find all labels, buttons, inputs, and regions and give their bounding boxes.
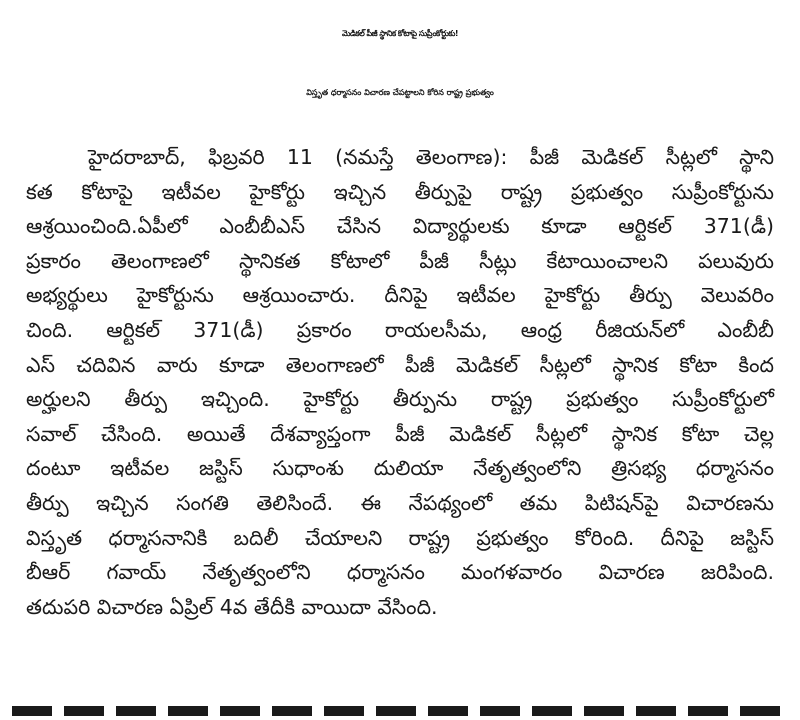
body-line: ఎస్ చదివిన వారు కూడా తెలంగాణలో పీజీ మెడికల్ సీట్లలో స్థానిక కోటా కింద — [26, 352, 774, 377]
body-line: అభ్యర్థులు హైకోర్టును ఆశ్రయించారు. దీనిపై ఇటీవల హైకోర్టు తీర్పు వెలువరిం — [26, 283, 774, 308]
body-line: దంటూ ఇటీవల జస్టిస్ సుధాంశు దులియా నేతృత్వంలోని త్రిసభ్య ధర్మాసనం — [26, 456, 774, 481]
body-line: చింది. ఆర్టికల్ 371(డీ) ప్రకారం రాయలసీమ, ఆంధ్ర రీజియన్‌లో ఎంబీబీ — [26, 317, 774, 342]
body-line: విస్తృత ధర్మాసనానికి బదిలీ చేయాలని రాష్ట్ర ప్రభుత్వం కోరింది. దీనిపై జస్టిస్ — [26, 525, 774, 550]
body-line: తదుపరి విచారణ ఏప్రిల్ 4వ తేదీకి వాయిదా వేసింది. — [26, 594, 438, 619]
body-line: అర్హులని తీర్పు ఇచ్చింది. హైకోర్టు తీర్పును రాష్ట్ర ప్రభుత్వం సుప్రీంకోర్టులో — [26, 387, 774, 412]
body-line: సవాల్ చేసింది. అయితే దేశవ్యాప్తంగా పీజీ మెడికల్ సీట్లలో స్థానిక కోటా చెల్ల — [26, 421, 774, 446]
dashed-divider — [12, 706, 788, 716]
body-line: ప్రకారం తెలంగాణలో స్థానికత కోటాలో పీజీ సీట్లు కేటాయించాలని పలువురు — [26, 248, 774, 273]
body-line: హైదరాబాద్, ఫిబ్రవరి 11 (నమస్తే తెలంగాణ): పీజీ మెడికల్ సీట్లలో స్థాని — [88, 145, 774, 169]
body-line: బీఆర్ గవాయ్ నేతృత్వంలోని ధర్మాసనం మంగళవారం విచారణ జరిపింది. — [26, 560, 774, 585]
headline: మెడికల్ పీజీ స్థానిక కోటాపై సుప్రీంకోర్టుకు! — [342, 29, 458, 38]
subheadline: విస్తృత ధర్మాసనం విచారణ చేపట్టాలని కోరిన రాష్ట్ర ప్రభుత్వం — [306, 88, 494, 97]
body-line: ఆశ్రయించింది.ఏపీలో ఎంబీబీఎస్ చేసిన విద్యార్థులకు కూడా ఆర్టికల్ 371(డీ) — [26, 214, 774, 239]
article-body — [26, 140, 774, 624]
body-line: కత కోటాపై ఇటీవల హైకోర్టు ఇచ్చిన తీర్పుపై రాష్ట్ర ప్రభుత్వం సుప్రీంకోర్టును — [26, 179, 774, 204]
body-line: తీర్పు ఇచ్చిన సంగతి తెలిసిందే. ఈ నేపథ్యంలో తమ పిటిషన్‌పై విచారణను — [26, 490, 774, 515]
